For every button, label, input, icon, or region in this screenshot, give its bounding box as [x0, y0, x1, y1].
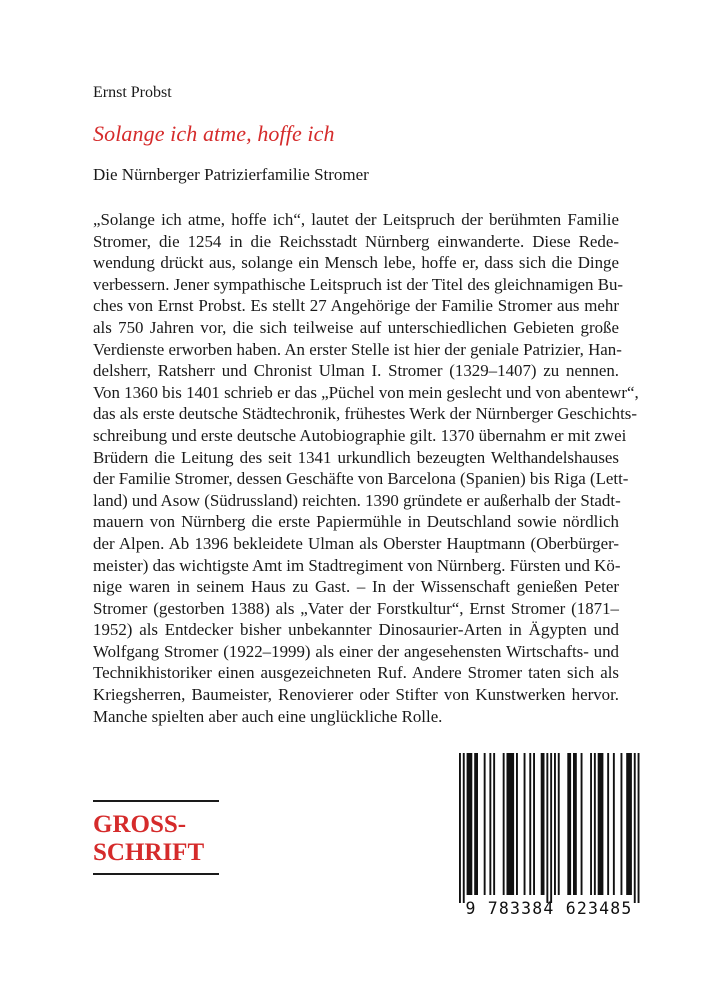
barcode-guard-bar: [638, 753, 640, 903]
book-title: Solange ich atme, hoffe ich: [93, 121, 335, 146]
blurb-line: wendung drückt aus, solange ein Mensch lebe, hoffe er, dass sich die Dinge: [93, 253, 619, 273]
imprint-bottom-rule: [93, 873, 219, 875]
barcode-bar: [493, 753, 495, 895]
imprint-logo: [93, 800, 219, 875]
imprint-top-rule: [93, 800, 219, 802]
barcode-bar: [489, 753, 491, 895]
barcode-bar: [590, 753, 592, 895]
blurb-line: „Solange ich atme, hoffe ich“, lautet der Leitspruch der berühmten Familie: [93, 210, 619, 229]
barcode-bar: [573, 753, 577, 895]
barcode-bar: [598, 753, 604, 895]
blurb-line: als 750 Jahren vor, die sich teilweise auf unterschiedlichen Gebieten große: [93, 317, 619, 337]
blurb-line: meister) das wichtigste Amt im Stadtregiment von Nürnberg. Fürsten und Kö-: [93, 555, 621, 575]
barcode-bar: [524, 753, 526, 895]
barcode-bars: [449, 747, 649, 907]
barcode-bar: [516, 753, 518, 895]
isbn-barcode: [449, 747, 649, 930]
blurb-line: Von 1360 bis 1401 schrieb er das „Püchel von mein geslecht und von abentewr“,: [93, 382, 639, 402]
barcode-bar: [626, 753, 632, 895]
imprint-word-1: GROSS-: [93, 811, 187, 838]
barcode-bar: [558, 753, 560, 895]
barcode-bar: [467, 753, 473, 895]
blurb-line: mauern von Nürnberg die erste Papiermühle in Deutschland sowie nördlich: [93, 512, 619, 532]
barcode-bar: [607, 753, 609, 895]
imprint-word-2: SCHRIFT: [93, 839, 205, 866]
barcode-guard-bar: [459, 753, 461, 903]
barcode-bar: [474, 753, 478, 895]
blurb-line: land) und Asow (Südrussland) reichten. 1390 gründete er außerhalb der Stadt-: [93, 490, 621, 510]
barcode-bar: [503, 753, 505, 895]
blurb-line: nige waren in seinem Haus zu Gast. – In der Wissenschaft genießen Peter: [93, 577, 619, 597]
blurb-line: Stromer (gestorben 1388) als „Vater der Forstkultur“, Ernst Stromer (1871–: [93, 598, 619, 618]
barcode-bar: [554, 753, 556, 895]
barcode-bar: [621, 753, 623, 895]
barcode-bar: [613, 753, 615, 895]
blurb-line: der Alpen. Ab 1396 bekleidete Ulman als Oberster Hauptmann (Oberbürger-: [93, 533, 619, 553]
barcode-guard-bar: [546, 753, 548, 903]
barcode-bar: [581, 753, 583, 895]
blurb-line: ches von Ernst Probst. Es stellt 27 Angehörige der Familie Stromer aus mehr: [93, 296, 619, 316]
barcode-guard-bar: [463, 753, 465, 903]
barcode-bar: [594, 753, 596, 895]
blurb-line: Manche spielten aber auch eine unglückliche Rolle.: [93, 706, 443, 726]
barcode-guard-bar: [550, 753, 552, 903]
author-name: Ernst Probst: [93, 84, 172, 101]
blurb-line: Stromer, die 1254 in die Reichsstadt Nürnberg einwanderte. Diese Rede-: [93, 231, 619, 251]
blurb-line: das als erste deutsche Städtechronik, frühestes Werk der Nürnberger Geschichts-: [93, 404, 637, 424]
blurb-line: Brüdern die Leitung des seit 1341 urkundlich bezeugten Welthandelshauses: [93, 447, 619, 467]
barcode-bar: [484, 753, 486, 895]
blurb-line: Wolfgang Stromer (1922–1999) als einer der angesehensten Wirtschafts- und: [93, 641, 619, 661]
blurb-line: verbessern. Jener sympathische Leitspruch ist der Titel des gleichnamigen Bu-: [93, 274, 624, 294]
blurb-line: Verdienste erworben haben. An erster Stelle ist hier der geniale Patrizier, Han-: [93, 339, 622, 359]
barcode-bar: [567, 753, 571, 895]
blurb-line: delsherr, Ratsherr und Chronist Ulman I. Stromer (1329–1407) zu nennen.: [93, 361, 619, 381]
blurb-text: [93, 209, 639, 727]
barcode-guard-bar: [634, 753, 636, 903]
book-subtitle: Die Nürnberger Patrizierfamilie Stromer: [93, 165, 369, 184]
barcode-bar: [541, 753, 545, 895]
barcode-bar: [529, 753, 531, 895]
blurb-line: Technikhistoriker einen ausgezeichneten Ruf. Andere Stromer taten sich als: [93, 663, 619, 683]
blurb-line: der Familie Stromer, dessen Geschäfte von Barcelona (Spanien) bis Riga (Lett-: [93, 469, 629, 489]
barcode-bar: [507, 753, 515, 895]
barcode-bar: [533, 753, 535, 895]
blurb-line: Kriegsherren, Baumeister, Renovierer oder Stifter von Kunstwerken hervor.: [93, 685, 619, 705]
barcode-digits: 9 783384 623485: [465, 899, 633, 918]
blurb-line: schreibung und erste deutsche Autobiographie gilt. 1370 übernahm er mit zwei: [93, 425, 627, 445]
blurb-line: 1952) als Entdecker bisher unbekannter Dinosaurier-Arten in Ägypten und: [93, 620, 619, 640]
